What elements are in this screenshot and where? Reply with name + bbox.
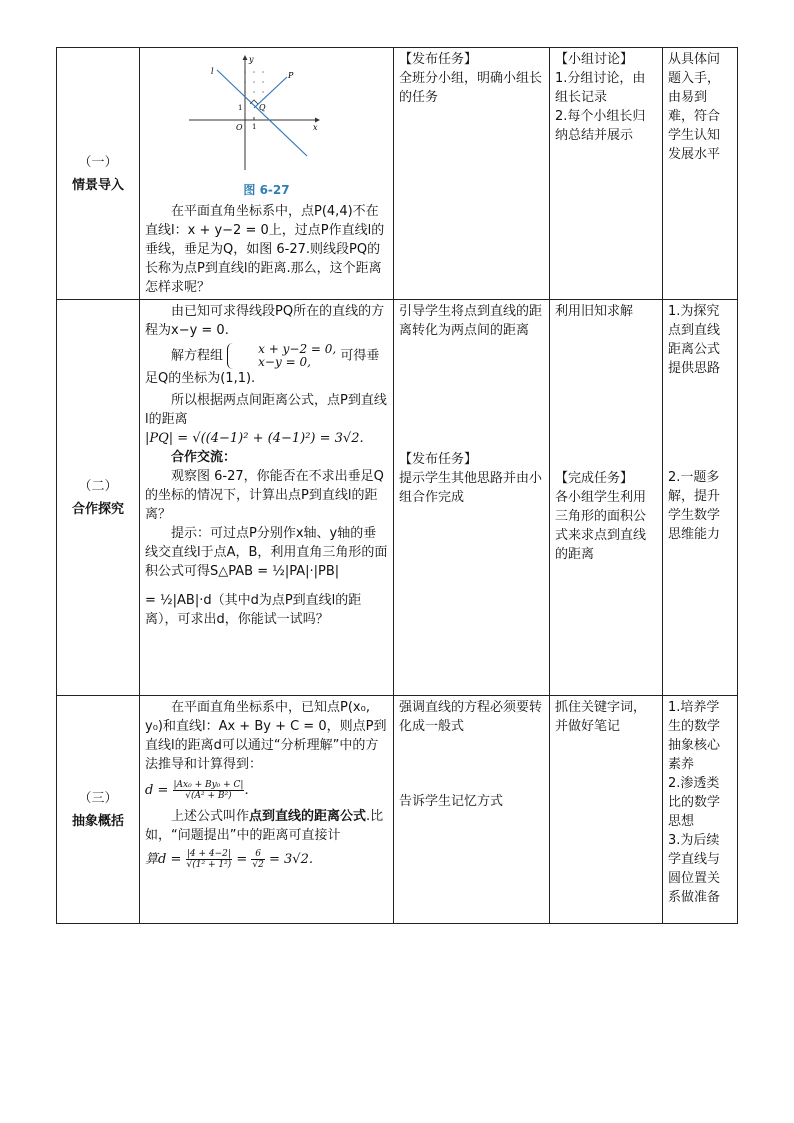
intent-text-2: 2.一题多解，提升学生数学思维能力 (668, 470, 721, 542)
content-cell (140, 300, 394, 696)
student-activity-cell (550, 300, 663, 696)
tick-label-x-1: 1 (251, 123, 256, 131)
tick-label-y-1: 1 (237, 104, 242, 112)
solve-system-text: 解方程组 x + y−2 = 0, x−y = 0, 可得垂足Q的坐标为(1,1). (145, 342, 380, 386)
stage-cell (57, 696, 140, 924)
design-intent-cell (663, 696, 738, 924)
task-heading: 【发布任务】 (399, 52, 478, 67)
student-step-2: 2.每个小组长归纳总结并展示 (555, 109, 646, 143)
complete-heading: 【完成任务】 (555, 471, 634, 486)
axis-label-x: x (312, 123, 318, 132)
intent-text-1: 1.培养学生的数学抽象核心素养 (668, 700, 721, 772)
intro-paragraph: 在平面直角坐标系中，点P(4,4)不在直线l：x + y−2 = 0上，过点P作直线l的垂线，垂足为Q，如图 6-27.则线段PQ的长称为点P到直线l的距离.那么，这个距离怎样求呢？ (145, 204, 385, 295)
student-activity-cell (550, 696, 663, 924)
figure-caption: 图 6-27 (243, 183, 290, 197)
emphasis-text: 强调直线的方程必须要转化成一般式 (399, 700, 543, 734)
stage-name: 抽象概括 (71, 813, 124, 829)
student-text: 利用旧知求解 (555, 304, 634, 319)
stage-number: （三） (78, 790, 118, 806)
student-text: 抓住关键字词，并做好笔记 (555, 700, 647, 734)
stage-name: 合作探究 (71, 501, 124, 517)
content-cell (140, 48, 394, 300)
figure-6-27 (145, 52, 388, 180)
intent-text-2: 2.渗透类比的数学思想 (668, 776, 721, 829)
table-row (57, 48, 738, 300)
discussion-heading: 【小组讨论】 (555, 52, 634, 67)
hint-continued: = ½|AB|·d（其中d为点P到直线l的距离），可求出d，你能试一试吗？ (145, 593, 362, 627)
task-text: 提示学生其他思路并由小组合作完成 (399, 471, 543, 505)
intent-text-1: 1.为探究点到直线距离公式提供思路 (668, 304, 721, 376)
example-calculation: 算d = $\frac{|4 + 4-2|}{\text{√(1² + 1²)}}$ = $\frac{6}{√2}$ = 3√2. (145, 849, 313, 870)
task-text: 全班分小组，明确小组长的任务 (399, 71, 543, 105)
guide-text: 引导学生将点到直线的距离转化为两点间的距离 (399, 304, 543, 338)
table-row (57, 696, 738, 924)
point-label-p: P (287, 71, 293, 80)
stage-cell (57, 300, 140, 696)
stage-number: （一） (78, 154, 118, 170)
line-label-l: l (210, 67, 214, 76)
distance-intro-text: 所以根据两点间距离公式，点P到直线l的距离 (145, 393, 387, 427)
formula-name-text: 上述公式叫作点到直线的距离公式.比如，“问题提出”中的距离可直接计 (145, 809, 384, 843)
observe-question: 观察图 6-27，你能否在不求出垂足Q的坐标的情况下，计算出点P到直线l的距离？ (145, 469, 384, 522)
origin-label: O (235, 123, 243, 132)
design-intent-cell (663, 48, 738, 300)
teacher-activity-cell (394, 696, 550, 924)
student-text-2: 各小组学生利用三角形的面积公式来求点到直线的距离 (555, 490, 647, 562)
hint-text: 提示：可过点P分别作x轴、y轴的垂线交直线l于点A，B，利用直角三角形的面积公式可得S△PAB = ½|PA|·|PB| (145, 526, 388, 579)
task-heading: 【发布任务】 (399, 452, 478, 467)
stage-number: （二） (78, 478, 118, 494)
distance-formula-general: d = $\frac{\text{|Ax₀ + By₀ + C|}}{\text{√(A² + B²)}}$ . (145, 780, 249, 801)
student-activity-cell (550, 48, 663, 300)
equation-system: x + y−2 = 0, x−y = 0, (227, 343, 336, 369)
student-step-1: 1.分组讨论，由组长记录 (555, 71, 646, 105)
distance-formula: |PQ| = √((4−1)² + (4−1)²) = 3√2. (145, 431, 364, 446)
teacher-activity-cell (394, 48, 550, 300)
design-intent-cell (663, 300, 738, 696)
general-case-text: 在平面直角坐标系中，已知点P(x₀, y₀)和直线l：Ax + By + C = 0，则点P到直线l的距离d可以通过“分析理解”中的方法推导和计算得到： (145, 700, 387, 772)
content-cell (140, 696, 394, 924)
point-label-q: Q (258, 103, 266, 112)
memory-text: 告诉学生记忆方式 (399, 794, 504, 809)
line-equation-text: 由已知可求得线段PQ所在的直线的方程为x−y = 0. (145, 304, 385, 338)
teacher-activity-cell (394, 300, 550, 696)
intent-text: 从具体问题入手，由易到难，符合学生认知发展水平 (668, 52, 721, 162)
table-row (57, 300, 738, 696)
lesson-plan-table (56, 47, 738, 924)
cooperation-heading: 合作交流： (171, 450, 237, 465)
axis-label-y: y (248, 55, 254, 64)
stage-name: 情景导入 (71, 177, 124, 193)
intent-text-3: 3.为后续学直线与圆位置关系做准备 (668, 833, 721, 905)
stage-cell (57, 48, 140, 300)
coordinate-diagram (187, 52, 347, 174)
